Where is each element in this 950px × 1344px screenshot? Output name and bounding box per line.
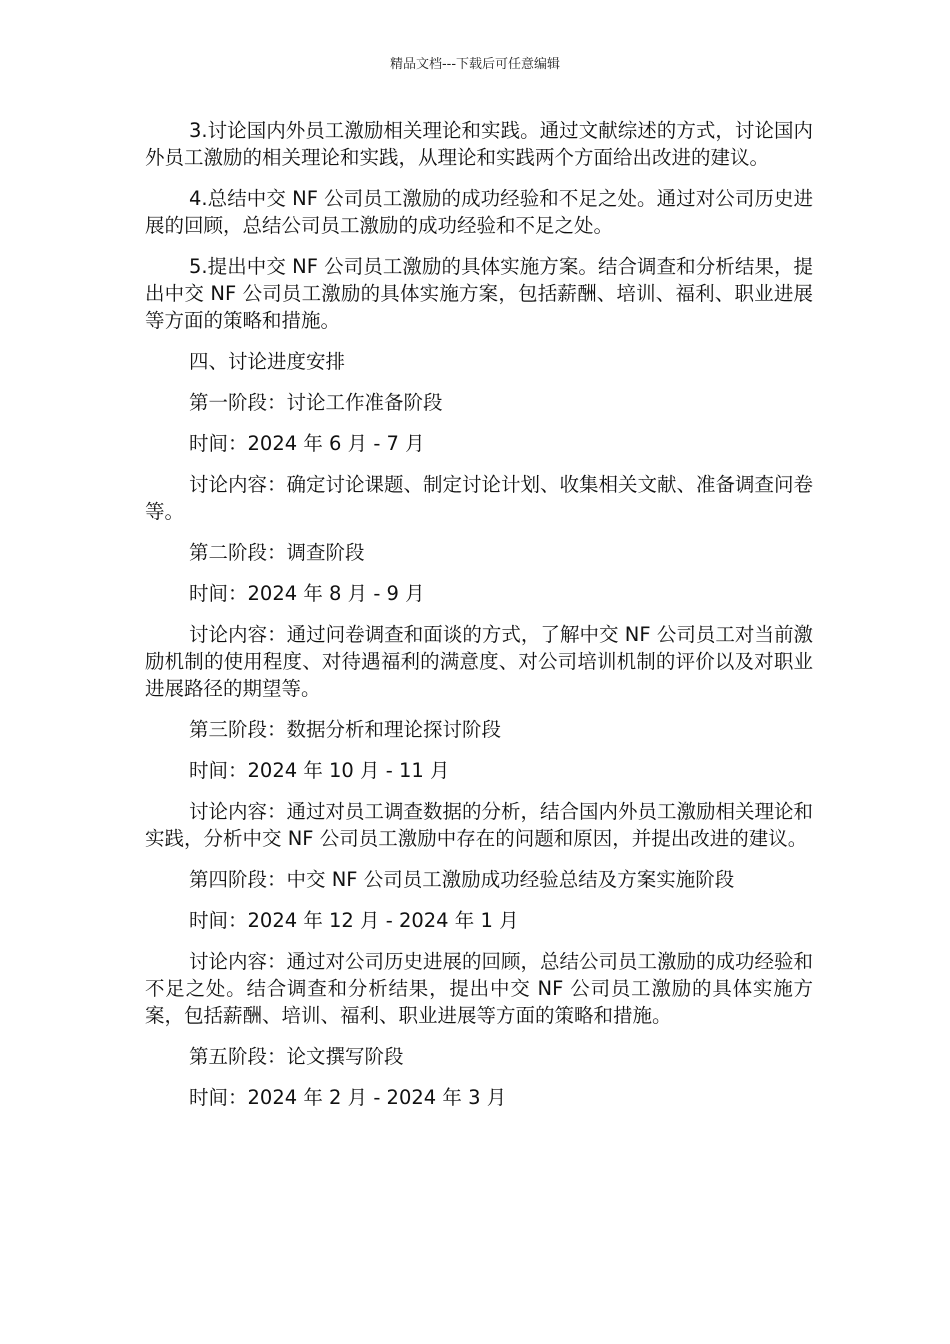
stage-4-title: 第四阶段：中交 NF 公司员工激励成功经验总结及方案实施阶段 bbox=[189, 868, 735, 891]
stage-1-content: 讨论内容：确定讨论课题、制定讨论计划、收集相关文献、准备调查问卷等。 bbox=[145, 473, 814, 523]
stage-2-title: 第二阶段：调查阶段 bbox=[189, 541, 365, 564]
stage-4-time: 时间：2024 年 12 月 - 2024 年 1 月 bbox=[189, 909, 519, 932]
stage-5-time: 时间：2024 年 2 月 - 2024 年 3 月 bbox=[189, 1086, 507, 1109]
stage-3-time: 时间：2024 年 10 月 - 11 月 bbox=[189, 759, 450, 782]
stage-2-content: 讨论内容：通过问卷调查和面谈的方式，了解中交 NF 公司员工对当前激励机制的使用程度、对待遇福利的满意度、对公司培训机制的评价以及对职业进展路径的期望等。 bbox=[145, 623, 813, 700]
paragraph-item-3: 3.讨论国内外员工激励相关理论和实践。通过文献综述的方式，讨论国内外员工激励的相关理论和实践，从理论和实践两个方面给出改进的建议。 bbox=[145, 119, 813, 169]
stage-3-content: 讨论内容：通过对员工调查数据的分析，结合国内外员工激励相关理论和实践，分析中交 NF 公司员工激励中存在的问题和原因，并提出改进的建议。 bbox=[145, 800, 814, 850]
page-header: 精品文档---下载后可任意编辑 bbox=[389, 57, 561, 72]
section-heading-schedule: 四、讨论进度安排 bbox=[189, 350, 346, 373]
stage-5-title: 第五阶段：论文撰写阶段 bbox=[189, 1045, 404, 1068]
document-body bbox=[145, 117, 813, 1125]
paragraph-item-4: 4.总结中交 NF 公司员工激励的成功经验和不足之处。通过对公司历史进展的回顾，总结公司员工激励的成功经验和不足之处。 bbox=[145, 187, 813, 237]
stage-1-title: 第一阶段：讨论工作准备阶段 bbox=[189, 391, 443, 414]
stage-1-time: 时间：2024 年 6 月 - 7 月 bbox=[189, 432, 425, 455]
stage-4-content: 讨论内容：通过对公司历史进展的回顾，总结公司员工激励的成功经验和不足之处。结合调查和分析结果，提出中交 NF 公司员工激励的具体实施方案，包括薪酬、培训、福利、职业进展等方面的策略和措施。 bbox=[145, 950, 814, 1027]
stage-3-title: 第三阶段：数据分析和理论探讨阶段 bbox=[189, 718, 502, 741]
stage-2-time: 时间：2024 年 8 月 - 9 月 bbox=[189, 582, 425, 605]
paragraph-item-5: 5.提出中交 NF 公司员工激励的具体实施方案。结合调查和分析结果，提出中交 NF 公司员工激励的具体实施方案，包括薪酬、培训、福利、职业进展等方面的策略和措施。 bbox=[145, 255, 813, 332]
